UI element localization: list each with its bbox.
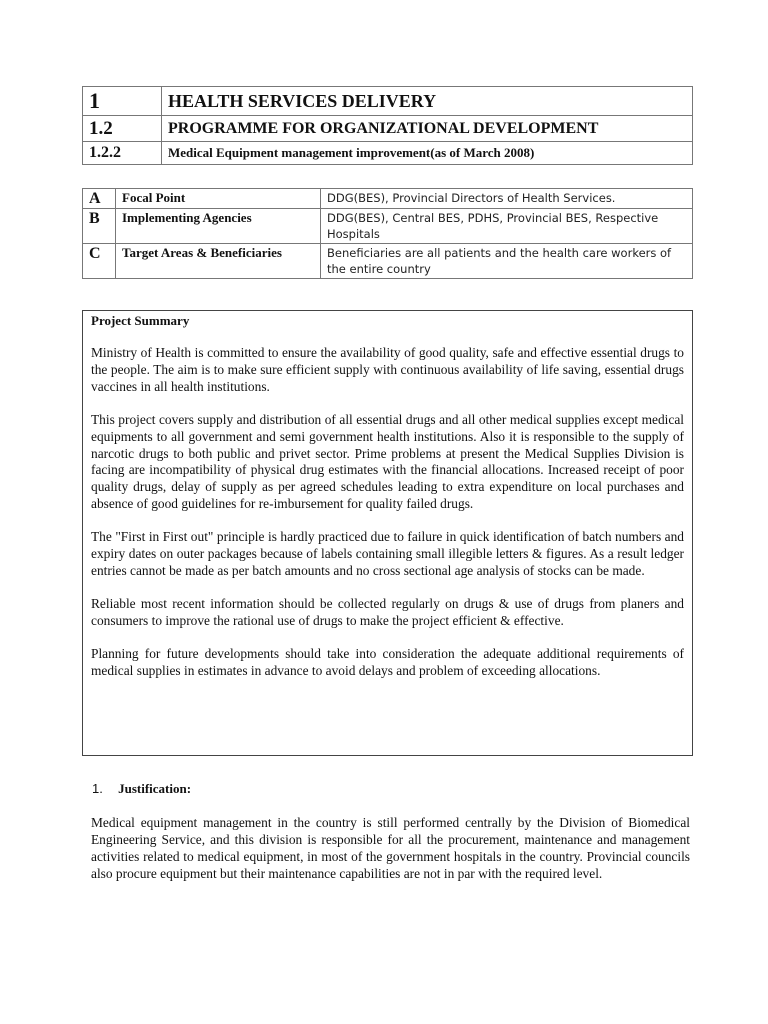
summary-paragraph: The "First in First out" principle is hardly practiced due to failure in quick identification of batch numbers and expiry dates on outer packages because of labels containing small illegible letters & figures. As a result ledger entries cannot be made as per batch amounts and no cross sectional age analysis of stocks can be made. <box>91 529 684 578</box>
project-title: Medical Equipment management improvement(as of March 2008) <box>162 142 693 165</box>
justification-heading <box>92 781 191 797</box>
summary-paragraph: Ministry of Health is committed to ensure the availability of good quality, safe and effective essential drugs to the people. The aim is to make sure efficient supply with continuous availability of life saving, essential drugs vaccines in all health institutions. <box>91 345 684 394</box>
info-row-focal-point <box>83 189 693 209</box>
info-row-target-areas <box>83 244 693 279</box>
row-label: Target Areas & Beneficiaries <box>116 244 321 279</box>
section-header-table <box>82 86 693 165</box>
summary-paragraph: Planning for future developments should take into consideration the adequate additional requirements of medical supplies in estimates in advance to avoid delays and problem of exceeding allocations. <box>91 645 684 678</box>
summary-paragraph: Reliable most recent information should be collected regularly on drugs & use of drugs from planers and consumers to improve the rational use of drugs to make the project efficient & effective. <box>91 595 684 628</box>
info-row-implementing-agencies <box>83 209 693 244</box>
justification-title: Justification: <box>118 781 192 796</box>
summary-paragraph: This project covers supply and distribution of all essential drugs and all other medical supplies except medical equipments to all government and semi government health institutions. Also it is responsible to the supply of narcotic drugs to both public and privet sector. Prime problems at present the Medical Supplies Division is facing are incompatibility of physical drug estimates with the financial allocations. Increased receipt of poor quality drugs, delay of supply as per agreed schedules leading to extra expenditure on local purchases and absence of good guidelines for re-imbursement for quality failed drugs. <box>91 411 684 512</box>
row-value: Beneficiaries are all patients and the health care workers of the entire country <box>321 244 693 279</box>
project-info-table <box>82 188 693 279</box>
justification-paragraph: Medical equipment management in the country is still performed centrally by the Division of Biomedical Engineering Service, and this division is responsible for all the procurement, maintenance and management activities related to medical equipment, in most of the government hospitals in the country. Provincial councils also procure equipment but their maintenance capabilities are not in par with the required level. <box>91 815 690 881</box>
project-number: 1.2.2 <box>83 142 162 165</box>
row-letter: A <box>83 189 116 209</box>
row-value: DDG(BES), Provincial Directors of Health Services. <box>321 189 693 209</box>
row-letter: C <box>83 244 116 279</box>
row-letter: B <box>83 209 116 244</box>
row-label: Implementing Agencies <box>116 209 321 244</box>
justification-number: 1. <box>92 781 103 796</box>
row-value: DDG(BES), Central BES, PDHS, Provincial BES, Respective Hospitals <box>321 209 693 244</box>
project-summary-heading: Project Summary <box>91 313 190 328</box>
row-label: Focal Point <box>116 189 321 209</box>
header-row <box>83 116 693 142</box>
programme-number: 1.2 <box>83 116 162 142</box>
header-row <box>83 142 693 165</box>
section-number: 1 <box>83 87 162 116</box>
header-row <box>83 87 693 116</box>
programme-title: PROGRAMME FOR ORGANIZATIONAL DEVELOPMENT <box>162 116 693 142</box>
project-summary-box <box>82 310 693 756</box>
section-title: HEALTH SERVICES DELIVERY <box>162 87 693 116</box>
